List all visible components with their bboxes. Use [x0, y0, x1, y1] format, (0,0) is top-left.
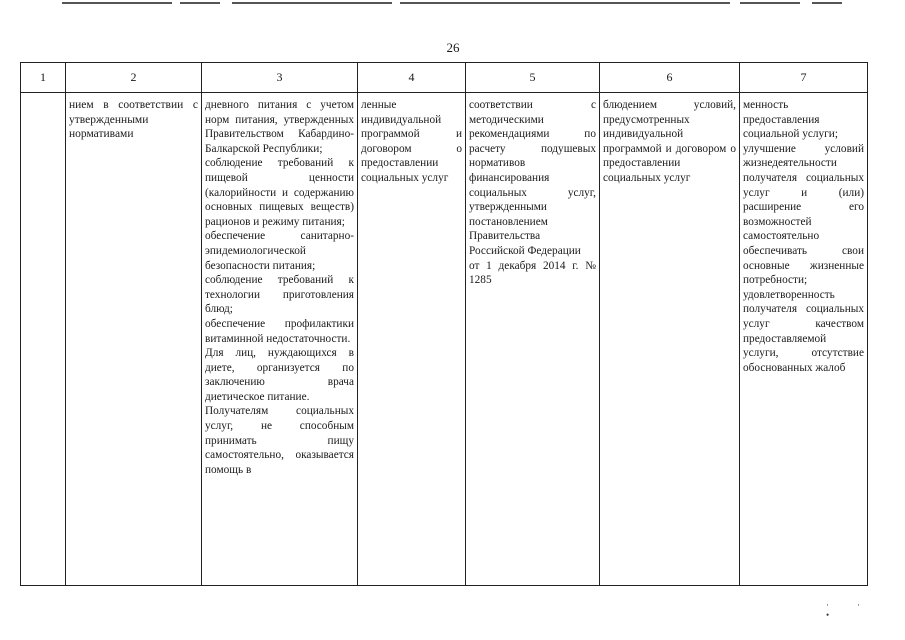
- page-number: 26: [446, 40, 460, 55]
- cell-col-2: нием в соответствии с утвержденными нормативами: [65, 93, 201, 585]
- scan-marks: ·· •: [826, 600, 888, 620]
- cell-col-3: дневного питания с учетом норм питания, утвержденных Правительством Кабардино-Балкарской Республики; соблюдение требований к пищевой ценности (калорийности и содержанию основных пищевых веществ) рационов и режиму питания; обеспечение санитарно-эпидемиологической безопасности питания; соблюдение требований к технологии приготовления блюд; обеспечение профилактики витаминной недостаточности. Для лиц, нуждающихся в диете, организуется по заключению врача диетическое питание. Получателям социальных услуг, не способным принимать пищу самостоятельно, оказывается помощь в: [201, 93, 357, 585]
- scan-artifact-top: [0, 0, 905, 8]
- services-table: [20, 62, 868, 586]
- table-row: [21, 93, 867, 585]
- cell-col-1: [21, 93, 65, 585]
- header-col-2: 2: [65, 63, 201, 92]
- header-col-1: 1: [40, 70, 46, 84]
- header-col-4: 4: [357, 63, 465, 92]
- header-col-7: 7: [739, 63, 867, 92]
- table-header-row: [21, 63, 867, 93]
- cell-col-4: ленные индивидуальной программой и договором о предоставлении социальных услуг: [357, 93, 465, 585]
- cell-col-6: блюдением условий, предусмотренных индивидуальной программой и договором о предоставлении социальных услуг: [599, 93, 739, 585]
- cell-col-7: менность предоставления социальной услуги; улучшение условий жизнедеятельности получателя социальных услуг и (или) расширение его возможностей самостоятельно обеспечивать свои основные жизненные потребности; удовлетворенность получателя социальных услуг качеством предоставляемой услуги, отсутствие обоснованных жалоб: [739, 93, 867, 585]
- header-col-5: 5: [465, 63, 599, 92]
- header-col-6: 6: [599, 63, 739, 92]
- cell-col-5: соответствии с методическими рекомендациями по расчету подушевых нормативов финансирования социальных услуг, утвержденными постановлением Правительства Российской Федерации от 1 декабря 2014 г. № 1285: [465, 93, 599, 585]
- header-col-3: 3: [201, 63, 357, 92]
